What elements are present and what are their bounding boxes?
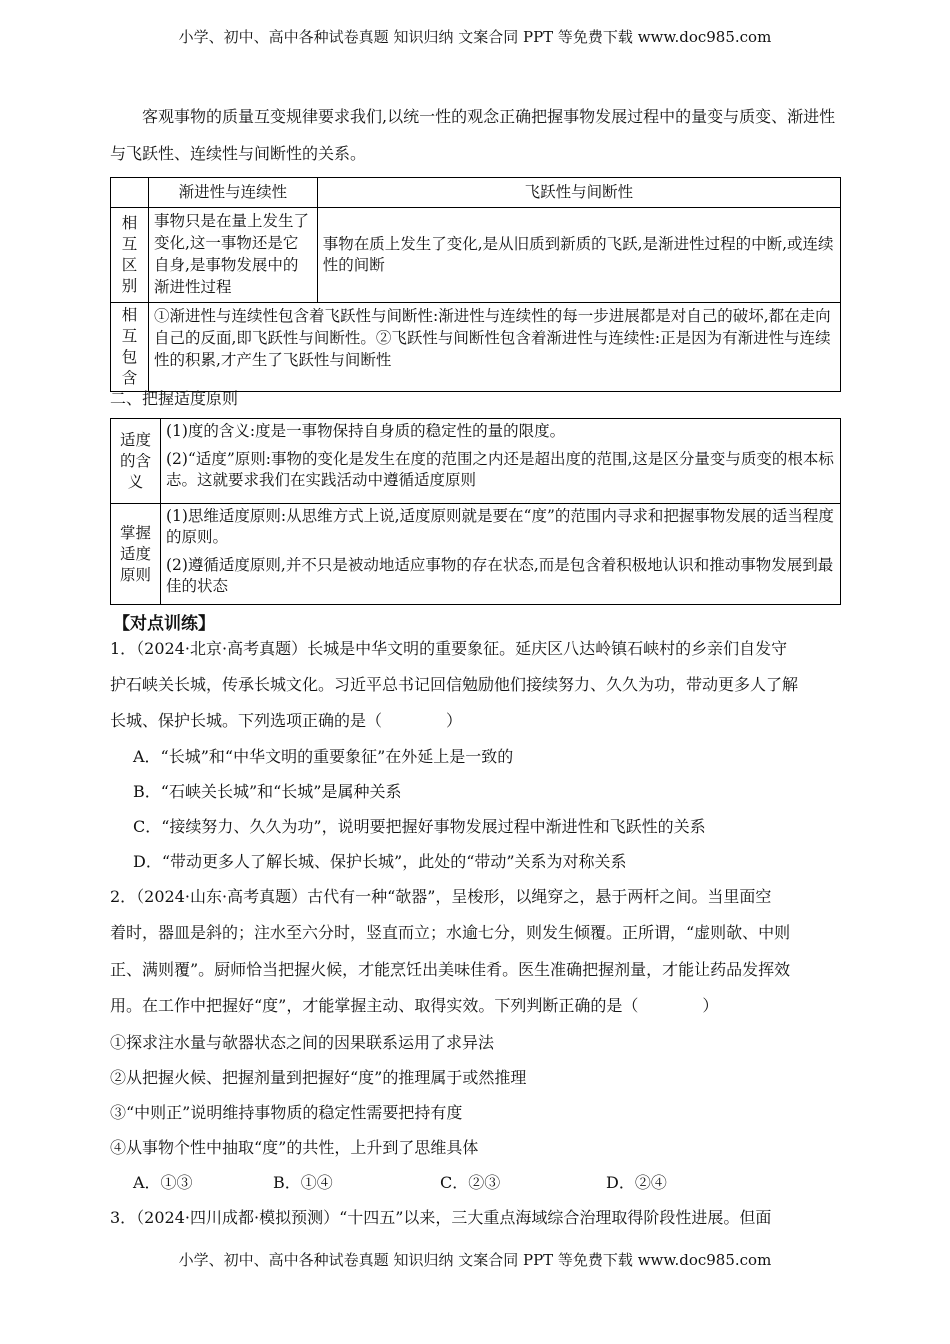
row-label-inclusion: 相互包含 [111,303,149,392]
intro-paragraph: 客观事物的质量互变规律要求我们,以统一性的观念正确把握事物发展过程中的量变与质变、渐进性与飞跃性、连续性与间断性的关系。 [110,107,836,163]
meaning-item: (1)度的含义:度是一事物保持自身质的稳定性的量的限度。 [165,422,566,440]
table-row [111,504,841,605]
training-title: 【对点训练】 [113,614,215,634]
table-row [111,303,841,392]
q2-statement-4: ④从事物个性中抽取“度”的共性，上升到了思维具体 [110,1138,479,1157]
q2-option-c: C．②③ [440,1173,501,1192]
q1-option-c: C．“接续努力、久久为功”，说明要把握好事物发展过程中渐进性和飞跃性的关系 [133,817,706,836]
row-label-meaning: 适度的含义 [111,419,161,504]
page-header: 小学、初中、高中各种试卷真题 知识归纳 文案合同 PPT 等免费下载 www.doc985.com [178,28,772,46]
master-item: (1)思维适度原则:从思维方式上说,适度原则就是要在“度”的范围内寻求和把握事物发展的适当程度的原则。 [165,507,834,546]
q1-line: 护石峡关长城，传承长城文化。习近平总书记回信勉励他们接续努力、久久为功，带动更多人了解 [110,675,799,694]
table-corner-cell [111,178,149,208]
page-footer: 小学、初中、高中各种试卷真题 知识归纳 文案合同 PPT 等免费下载 www.doc985.com [178,1251,772,1269]
q2-statement-2: ②从把握火候、把握剂量到把握好“度”的推理属于或然推理 [110,1068,527,1087]
table-row [111,419,841,504]
q3-line: 3．（2024·四川成都·模拟预测）“十四五”以来，三大重点海域综合治理取得阶段性进展。但面 [110,1208,772,1227]
moderation-table [110,418,841,605]
row-label-difference: 相互区别 [111,208,149,303]
comparison-table [110,177,841,392]
cell-inclusion: ①渐进性与连续性包含着飞跃性与间断性:渐进性与连续性的每一步进展都是对自己的破坏,都在走向自己的反面,即飞跃性与间断性。②飞跃性与间断性包含着渐进性与连续性:正是因为有渐进性与连续性的积累,才产生了飞跃性与间断性 [148,303,840,392]
q2-line: 用。在工作中把握好“度”，才能掌握主动、取得实效。下列判断正确的是（ ） [110,996,719,1015]
q2-line: 着时，器皿是斜的；注水至六分时，竖直而立；水逾七分，则发生倾覆。正所谓，“虚则欹、中则 [110,923,791,942]
table-header-row [111,178,841,208]
table-row [111,208,841,303]
q2-statement-1: ①探求注水量与欹器状态之间的因果联系运用了求异法 [110,1033,495,1052]
q1-option-b: B．“石峡关长城”和“长城”是属种关系 [133,782,402,801]
meaning-item: (2)“适度”原则:事物的变化是发生在度的范围之内还是超出度的范围,这是区分量变与质变的根本标志。这就要求我们在实践活动中遵循适度原则 [165,450,834,489]
q2-option-a: A．①③ [133,1173,193,1192]
cell-master [160,504,840,605]
cell-leap-difference: 事物在质上发生了变化,是从旧质到新质的飞跃,是渐进性过程的中断,或连续性的间断 [317,208,840,303]
q2-option-b: B．①④ [273,1173,333,1192]
section-title: 二、把握适度原则 [110,389,239,408]
column-header-leap: 飞跃性与间断性 [317,178,840,208]
cell-gradual-difference: 事物只是在量上发生了变化,这一事物还是它自身,是事物发展中的渐进性过程 [148,208,317,303]
q2-line: 正、满则覆”。厨师恰当把握火候，才能烹饪出美味佳肴。医生准确把握剂量，才能让药品发挥效 [110,960,791,979]
q2-option-d: D．②④ [606,1173,667,1192]
q1-option-d: D．“带动更多人了解长城、保护长城”，此处的“带动”关系为对称关系 [133,852,627,871]
q1-line: 长城、保护长城。下列选项正确的是（ ） [110,711,463,730]
q1-option-a: A．“长城”和“中华文明的重要象征”在外延上是一致的 [133,747,514,766]
row-label-master: 掌握适度原则 [111,504,161,605]
q2-statement-3: ③“中则正”说明维持事物质的稳定性需要把持有度 [110,1103,463,1122]
q1-line: 1．（2024·北京·高考真题）长城是中华文明的重要象征。延庆区八达岭镇石峡村的乡亲们自发守 [110,639,788,658]
column-header-gradual: 渐进性与连续性 [148,178,317,208]
master-item: (2)遵循适度原则,并不只是被动地适应事物的存在状态,而是包含着积极地认识和推动事物发展到最佳的状态 [165,556,834,595]
q2-line: 2．（2024·山东·高考真题）古代有一种“欹器”，呈梭形，以绳穿之，悬于两杆之间。当里面空 [110,887,772,906]
cell-meaning [160,419,840,504]
